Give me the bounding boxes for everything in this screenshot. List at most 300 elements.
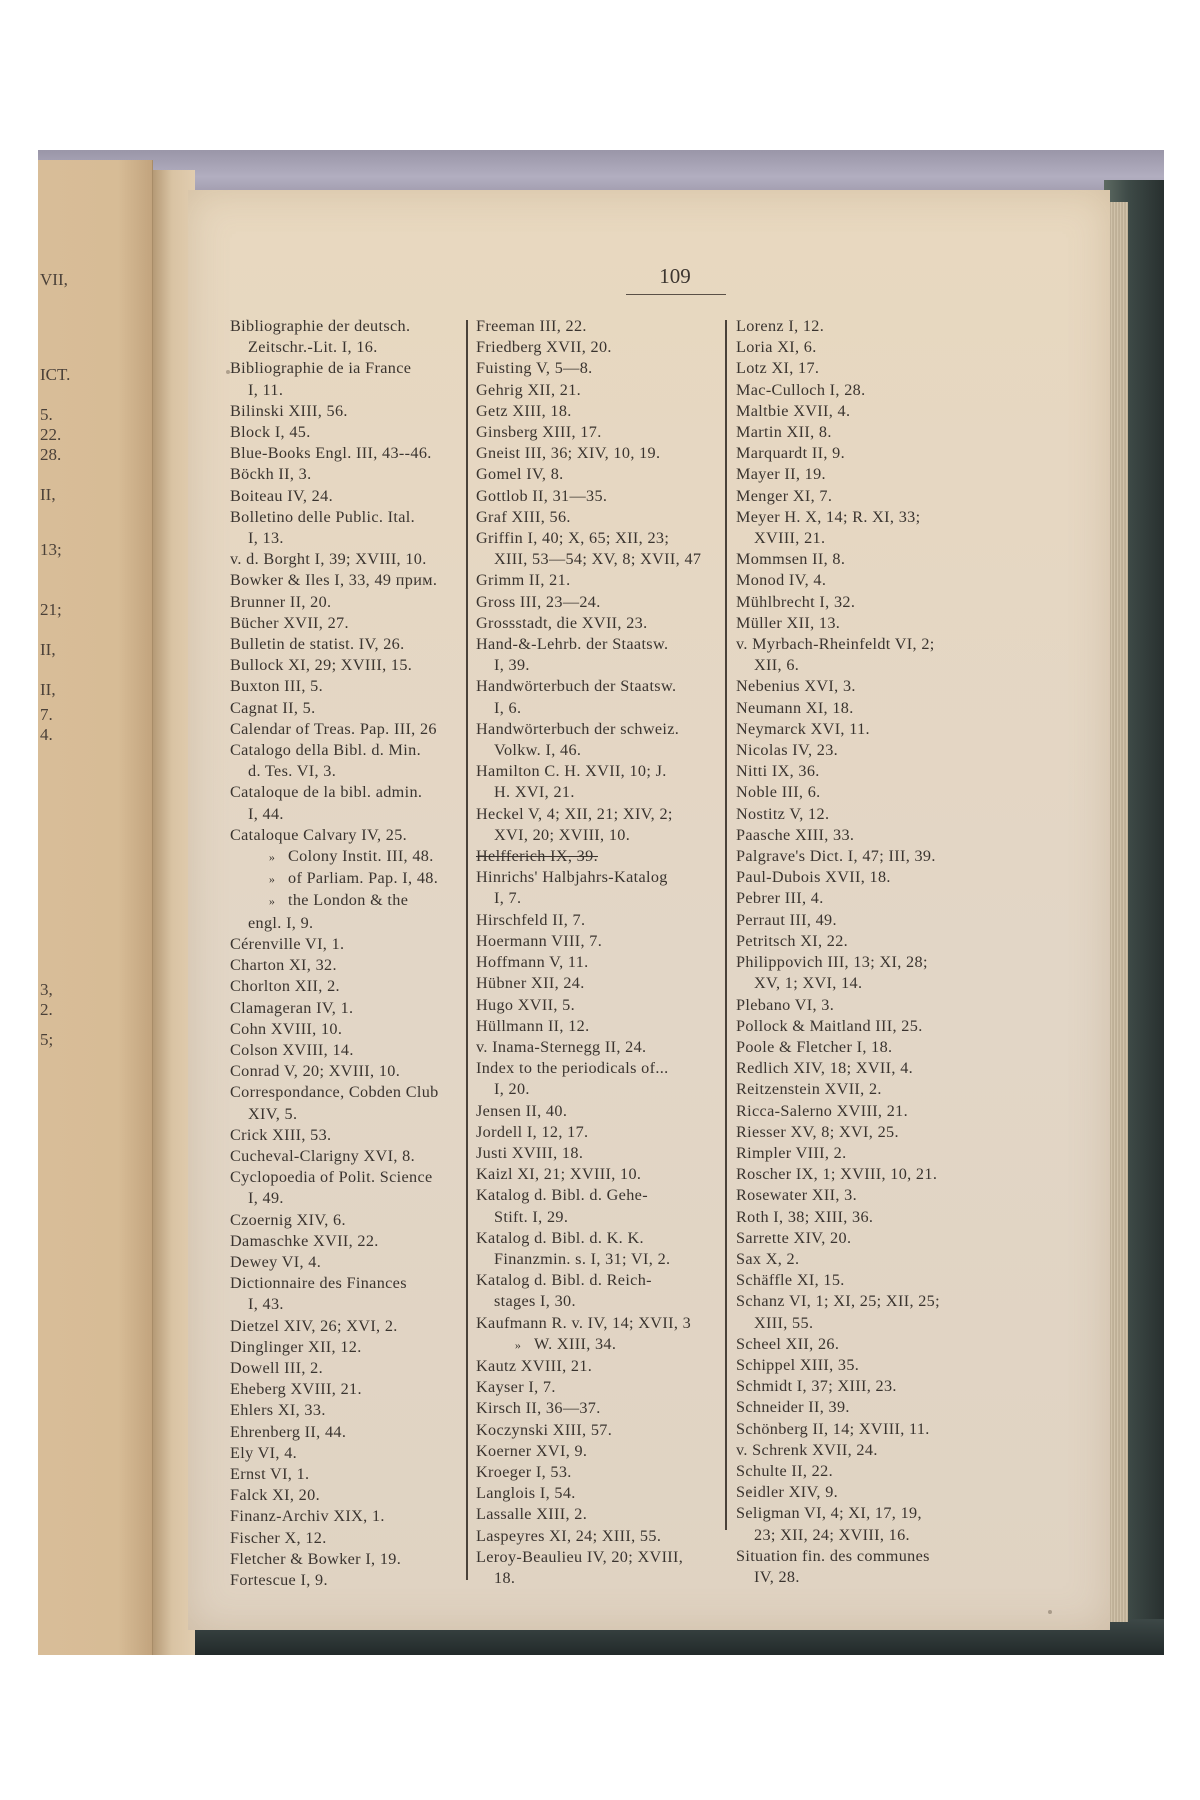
entry-heading: Kroeger I, 53. [476, 1462, 572, 1481]
entry-continuation: d. Tes. VI, 3. [248, 762, 337, 781]
index-entry [736, 676, 986, 697]
entry-heading: Hoermann VIII, 7. [476, 931, 603, 950]
index-column-3 [736, 316, 986, 1588]
entry-heading: Dewey VI, 4. [230, 1252, 322, 1271]
index-entry [230, 464, 456, 485]
column-divider [466, 320, 468, 1580]
index-entry [476, 422, 712, 443]
previous-page-text-fragment: II, [40, 485, 56, 504]
previous-page-text-fragment: II, [40, 680, 56, 699]
entry-heading: Koerner XVI, 9. [476, 1441, 588, 1460]
index-entry [476, 1462, 712, 1483]
entry-heading: v. Myrbach-Rheinfeldt VI, 2; [736, 635, 935, 654]
ditto-mark-icon: » [268, 894, 276, 909]
entry-heading: Marquardt II, 9. [736, 444, 845, 463]
index-entry [736, 1355, 986, 1376]
entry-heading: Hand-&-Lehrb. der Staatsw. [476, 635, 669, 654]
entry-heading: Perraut III, 49. [736, 910, 837, 929]
index-entry [230, 1273, 456, 1315]
index-entry [476, 1185, 712, 1227]
entry-heading: Fuisting V, 5—8. [476, 359, 593, 378]
index-entry [476, 1526, 712, 1547]
index-entry [736, 570, 986, 591]
entry-heading: Gomel IV, 8. [476, 465, 564, 484]
index-entry [476, 1270, 712, 1312]
entry-heading: Philippovich III, 13; XI, 28; [736, 953, 928, 972]
entry-heading: Cucheval-Clarigny XVI, 8. [230, 1146, 415, 1165]
entry-heading: Grossstadt, die XVII, 23. [476, 613, 648, 632]
entry-continuation: XVIII, 21. [754, 529, 826, 548]
entry-continuation: H. XVI, 21. [494, 783, 575, 802]
entry-heading: Czoernig XIV, 6. [230, 1210, 346, 1229]
entry-heading: Fortescue I, 9. [230, 1570, 328, 1589]
entry-heading: Correspondance, Cobden Club [230, 1083, 439, 1102]
index-entry [736, 1037, 986, 1058]
index-entry [736, 825, 986, 846]
index-entry [476, 1016, 712, 1037]
entry-heading: Bibliographie de ia France [230, 359, 412, 378]
entry-continuation: Stift. I, 29. [494, 1207, 569, 1226]
entry-heading: Kayser I, 7. [476, 1378, 556, 1397]
entry-heading: Riesser XV, 8; XVI, 25. [736, 1122, 899, 1141]
entry-continuation: I, 43. [248, 1295, 284, 1314]
entry-heading: Paul-Dubois XVII, 18. [736, 868, 891, 887]
entry-heading: Katalog d. Bibl. d. K. K. [476, 1228, 644, 1247]
entry-continuation: engl. I, 9. [248, 913, 314, 932]
index-entry [736, 592, 986, 613]
index-entry [230, 1125, 456, 1146]
entry-heading: Lotz XI, 17. [736, 359, 820, 378]
index-entry [476, 719, 712, 761]
entry-heading: Katalog d. Bibl. d. Reich- [476, 1271, 652, 1290]
entry-heading: Cérenville VI, 1. [230, 934, 345, 953]
entry-heading: Ehlers XI, 33. [230, 1401, 326, 1420]
index-entry [476, 761, 712, 803]
index-entry [736, 464, 986, 485]
index-entry [476, 931, 712, 952]
index-entry [230, 1570, 456, 1591]
entry-heading: Kaizl XI, 21; XVIII, 10. [476, 1165, 642, 1184]
index-entry [230, 998, 456, 1019]
index-entry [736, 1376, 986, 1397]
entry-heading: Seligman VI, 4; XI, 17, 19, [736, 1504, 922, 1523]
entry-heading: Kaufmann R. v. IV, 14; XVII, 3 [476, 1313, 692, 1332]
entry-heading: Dictionnaire des Finances [230, 1274, 407, 1293]
index-entry [230, 740, 456, 782]
index-entry [736, 401, 986, 422]
entry-heading: Hirschfeld II, 7. [476, 910, 586, 929]
entry-heading: Bulletin de statist. IV, 26. [230, 635, 405, 654]
page-number-rule [626, 294, 726, 295]
index-entry [736, 698, 986, 719]
entry-heading: Monod IV, 4. [736, 571, 827, 590]
index-entry [736, 846, 986, 867]
entry-heading: Calendar of Treas. Pap. III, 26 [230, 719, 437, 738]
entry-heading: Falck XI, 20. [230, 1486, 320, 1505]
entry-heading: Ginsberg XIII, 17. [476, 423, 602, 442]
index-entry [230, 719, 456, 740]
entry-heading: Grimm II, 21. [476, 571, 571, 590]
entry-continuation: I, 49. [248, 1189, 284, 1208]
entry-heading: Freeman III, 22. [476, 317, 587, 335]
entry-continuation: XV, 1; XVI, 14. [754, 974, 863, 993]
entry-heading: the London & the [288, 891, 409, 910]
index-entry [736, 634, 986, 676]
entry-heading: Index to the periodicals of... [476, 1059, 669, 1078]
index-entry [476, 910, 712, 931]
entry-continuation: Volkw. I, 46. [494, 741, 582, 760]
entry-heading: Hinrichs' Halbjahrs-Katalog [476, 868, 668, 887]
entry-heading: Martin XII, 8. [736, 423, 832, 442]
index-entry [736, 761, 986, 782]
index-entry [736, 888, 986, 909]
entry-heading: Pebrer III, 4. [736, 889, 824, 908]
entry-heading: Graf XIII, 56. [476, 507, 571, 526]
entry-heading: Situation fin. des communes [736, 1546, 930, 1565]
entry-heading: Nitti IX, 36. [736, 762, 820, 781]
entry-heading: Eheberg XVIII, 21. [230, 1380, 362, 1399]
previous-page-text-fragment: VII, [40, 270, 68, 289]
entry-heading: Langlois I, 54. [476, 1484, 576, 1503]
entry-heading: Neymarck XVI, 11. [736, 719, 870, 738]
index-entry [230, 1231, 456, 1252]
entry-heading: Mayer II, 19. [736, 465, 826, 484]
index-entry [230, 549, 456, 570]
entry-heading: Lorenz I, 12. [736, 317, 825, 335]
entry-heading: Scheel XII, 26. [736, 1334, 840, 1353]
index-entry [736, 1461, 986, 1482]
entry-heading: Schmidt I, 37; XIII, 23. [736, 1377, 897, 1396]
previous-page-text-fragment: 5. [40, 405, 53, 424]
entry-continuation: I, 6. [494, 698, 522, 717]
entry-heading: Finanz-Archiv XIX, 1. [230, 1507, 385, 1526]
entry-heading: v. Inama-Sternegg II, 24. [476, 1037, 647, 1056]
entry-heading: Seidler XIV, 9. [736, 1483, 839, 1502]
index-entry [476, 1101, 712, 1122]
entry-heading: Bücher XVII, 27. [230, 613, 349, 632]
entry-continuation: XIII, 53—54; XV, 8; XVII, 47 [494, 550, 702, 569]
entry-heading: v. Schrenk XVII, 24. [736, 1440, 878, 1459]
entry-heading: Handwörterbuch der schweiz. [476, 719, 680, 738]
entry-heading: Koczynski XIII, 57. [476, 1420, 613, 1439]
index-entry [230, 1082, 456, 1124]
index-entry [476, 613, 712, 634]
entry-heading: Palgrave's Dict. I, 47; III, 39. [736, 847, 936, 866]
entry-heading: Justi XVIII, 18. [476, 1143, 584, 1162]
entry-continuation: XIII, 55. [754, 1313, 814, 1332]
entry-continuation: XII, 6. [754, 656, 800, 675]
entry-heading: Müller XII, 13. [736, 613, 841, 632]
index-entry [230, 655, 456, 676]
entry-heading: Hamilton C. H. XVII, 10; J. [476, 762, 667, 781]
index-entry [476, 1122, 712, 1143]
entry-heading: Pollock & Maitland III, 25. [736, 1016, 923, 1035]
entry-heading: Friedberg XVII, 20. [476, 338, 612, 357]
entry-heading: Hugo XVII, 5. [476, 995, 575, 1014]
entry-continuation: 18. [494, 1568, 516, 1587]
entry-heading: Mac-Culloch I, 28. [736, 380, 866, 399]
entry-heading: Brunner II, 20. [230, 592, 332, 611]
entry-continuation: I, 13. [248, 529, 284, 548]
index-entry [230, 1400, 456, 1421]
previous-page-text-fragment: 5; [40, 1030, 54, 1049]
index-entry [230, 676, 456, 697]
index-entry [736, 1440, 986, 1461]
index-entry [476, 1420, 712, 1441]
entry-heading: Menger XI, 7. [736, 486, 833, 505]
ditto-mark-icon: » [514, 1337, 522, 1352]
entry-heading: Noble III, 6. [736, 783, 821, 802]
entry-heading: Griffin I, 40; X, 65; XII, 23; [476, 529, 670, 548]
index-page [188, 190, 1110, 1630]
index-entry [476, 443, 712, 464]
entry-heading: Damaschke XVII, 22. [230, 1231, 379, 1250]
index-entry [736, 719, 986, 740]
entry-heading: Maltbie XVII, 4. [736, 401, 851, 420]
index-entry [230, 316, 456, 358]
index-entry [476, 1228, 712, 1270]
entry-heading: Mühlbrecht I, 32. [736, 592, 856, 611]
entry-heading: Leroy-Beaulieu IV, 20; XVIII, [476, 1547, 684, 1566]
index-entry [736, 1016, 986, 1037]
index-entry [736, 1143, 986, 1164]
entry-heading: Gross III, 23—24. [476, 592, 601, 611]
index-entry [736, 910, 986, 931]
index-entry [230, 1528, 456, 1549]
previous-page-text-fragment: 3, [40, 980, 53, 999]
index-entry [230, 613, 456, 634]
entry-heading: Jensen II, 40. [476, 1101, 568, 1120]
index-entry [736, 613, 986, 634]
entry-heading: Schippel XIII, 35. [736, 1355, 860, 1374]
page-stack-edge [1110, 202, 1128, 1622]
entry-heading: Hüllmann II, 12. [476, 1016, 590, 1035]
entry-heading: Heckel V, 4; XII, 21; XIV, 2; [476, 804, 673, 823]
index-entry [736, 316, 986, 337]
index-entry [736, 507, 986, 549]
entry-heading: Gneist III, 36; XIV, 10, 19. [476, 444, 661, 463]
index-entry [476, 337, 712, 358]
index-entry [230, 401, 456, 422]
entry-heading: Colony Instit. III, 48. [288, 847, 434, 866]
index-entry [736, 1207, 986, 1228]
index-entry [230, 592, 456, 613]
entry-heading: Fischer X, 12. [230, 1528, 327, 1547]
entry-heading: Böckh II, 3. [230, 465, 312, 484]
index-column-1 [230, 316, 456, 1591]
index-entry [476, 973, 712, 994]
index-entry [476, 634, 712, 676]
entry-heading: Schulte II, 22. [736, 1461, 833, 1480]
entry-heading: Cagnat II, 5. [230, 698, 316, 717]
entry-heading: Roscher IX, 1; XVIII, 10, 21. [736, 1165, 938, 1184]
previous-page-text-fragment: ICT. [40, 365, 71, 384]
entry-heading: Fletcher & Bowker I, 19. [230, 1549, 402, 1568]
index-entry [476, 570, 712, 591]
index-entry [736, 422, 986, 443]
index-entry [230, 1167, 456, 1209]
entry-continuation: IV, 28. [754, 1567, 800, 1586]
entry-heading: Bowker & Iles I, 33, 49 прим. [230, 571, 438, 590]
index-entry [736, 1419, 986, 1440]
index-entry [736, 1291, 986, 1333]
index-entry [230, 1485, 456, 1506]
index-entry [230, 486, 456, 507]
index-entry [230, 422, 456, 443]
index-entry [476, 676, 712, 718]
ditto-mark-icon: » [268, 872, 276, 887]
index-entry [736, 1249, 986, 1270]
entry-heading: Ernst VI, 1. [230, 1464, 310, 1483]
ditto-mark-icon: » [268, 850, 276, 865]
entry-heading: Cataloque Calvary IV, 25. [230, 825, 408, 844]
index-entry [736, 1185, 986, 1206]
entry-heading: Handwörterbuch der Staatsw. [476, 677, 677, 696]
index-entry [230, 955, 456, 976]
entry-heading: Roth I, 38; XIII, 36. [736, 1207, 874, 1226]
index-entry [736, 952, 986, 994]
paper-speck [226, 370, 230, 374]
entry-heading: Bilinski XIII, 56. [230, 401, 348, 420]
index-entry [736, 1270, 986, 1291]
entry-continuation: I, 20. [494, 1080, 530, 1099]
index-entry [476, 1356, 712, 1377]
entry-heading: Bullock XI, 29; XVIII, 15. [230, 656, 413, 675]
index-entry [230, 1464, 456, 1485]
index-entry [476, 1334, 712, 1356]
index-entry [230, 890, 456, 933]
index-entry [476, 592, 712, 613]
index-entry [230, 1422, 456, 1443]
entry-heading: Neumann XI, 18. [736, 698, 854, 717]
index-entry [736, 1503, 986, 1545]
entry-continuation: Zeitschr.-Lit. I, 16. [248, 338, 378, 357]
index-entry [476, 1483, 712, 1504]
entry-heading: Gehrig XII, 21. [476, 380, 582, 399]
index-entry [476, 1037, 712, 1058]
entry-heading: Katalog d. Bibl. d. Gehe- [476, 1186, 648, 1205]
index-entry [476, 867, 712, 909]
index-entry [736, 486, 986, 507]
entry-heading: Paasche XIII, 33. [736, 825, 855, 844]
index-entry [230, 1210, 456, 1231]
entry-heading: Cataloque de la bibl. admin. [230, 783, 423, 802]
index-entry [230, 1379, 456, 1400]
index-column-2 [476, 316, 712, 1589]
index-entry [476, 486, 712, 507]
entry-heading: Buxton III, 5. [230, 677, 324, 696]
index-entry [736, 337, 986, 358]
entry-heading: Redlich XIV, 18; XVII, 4. [736, 1059, 914, 1078]
previous-page-sliver [38, 160, 153, 1655]
index-entry [230, 1358, 456, 1379]
index-entry [476, 507, 712, 528]
index-entry [476, 804, 712, 846]
index-entry [736, 1228, 986, 1249]
index-entry [736, 380, 986, 401]
index-entry [230, 1019, 456, 1040]
entry-heading: Schneider II, 39. [736, 1398, 850, 1417]
index-entry [476, 1377, 712, 1398]
page-number: 109 [659, 264, 691, 288]
entry-continuation: XIV, 5. [248, 1104, 298, 1123]
entry-heading: Cohn XVIII, 10. [230, 1019, 343, 1038]
entry-continuation: I, 44. [248, 804, 284, 823]
index-entry [230, 976, 456, 997]
index-entry [736, 1122, 986, 1143]
index-entry [230, 570, 456, 591]
index-entry [736, 1101, 986, 1122]
column-divider [725, 320, 727, 1530]
entry-heading: Dinglinger XII, 12. [230, 1337, 362, 1356]
entry-heading: Blue-Books Engl. III, 43--46. [230, 444, 432, 463]
book-photo [38, 150, 1164, 1655]
entry-heading: Reitzenstein XVII, 2. [736, 1080, 882, 1099]
entry-continuation: 23; XII, 24; XVIII, 16. [754, 1525, 910, 1544]
entry-heading: Poole & Fletcher I, 18. [736, 1037, 893, 1056]
index-entry [736, 995, 986, 1016]
entry-continuation: I, 7. [494, 889, 522, 908]
entry-heading: Petritsch XI, 22. [736, 931, 849, 950]
previous-page-text-fragment: II, [40, 640, 56, 659]
index-entry [230, 1146, 456, 1167]
index-entry [476, 358, 712, 379]
index-entry [230, 1252, 456, 1273]
entry-heading: Jordell I, 12, 17. [476, 1122, 589, 1141]
index-entry [476, 1504, 712, 1525]
index-entry [736, 549, 986, 570]
previous-page-text-fragment: 4. [40, 725, 53, 744]
entry-heading: Loria XI, 6. [736, 338, 817, 357]
index-entry [476, 995, 712, 1016]
entry-heading: Colson XVIII, 14. [230, 1040, 354, 1059]
index-entry [476, 464, 712, 485]
index-entry [230, 782, 456, 824]
paper-speck [1048, 1610, 1052, 1614]
index-entry [736, 1058, 986, 1079]
index-entry [230, 507, 456, 549]
index-entry [476, 401, 712, 422]
entry-heading: Boiteau IV, 24. [230, 486, 333, 505]
index-entry [230, 634, 456, 655]
index-entry [230, 698, 456, 719]
entry-heading: Charton XI, 32. [230, 956, 337, 975]
entry-heading: Getz XIII, 18. [476, 401, 572, 420]
index-entry [476, 1164, 712, 1185]
entry-heading: Nostitz V, 12. [736, 804, 830, 823]
index-entry [230, 934, 456, 955]
index-entry [736, 931, 986, 952]
index-entry [476, 1547, 712, 1589]
entry-heading: Gottlob II, 31—35. [476, 486, 608, 505]
index-entry [736, 443, 986, 464]
entry-heading: Helfferich IX, 39. [476, 847, 598, 866]
entry-heading: Conrad V, 20; XVIII, 10. [230, 1062, 401, 1081]
index-entry [736, 740, 986, 761]
entry-heading: Ely VI, 4. [230, 1443, 298, 1462]
entry-heading: Ricca-Salerno XVIII, 21. [736, 1101, 909, 1120]
index-entry [230, 1040, 456, 1061]
entry-continuation: XVI, 20; XVIII, 10. [494, 825, 631, 844]
previous-page-text-fragment: 13; [40, 540, 62, 559]
index-entry [476, 846, 712, 867]
index-entry [476, 316, 712, 337]
index-entry [476, 528, 712, 570]
index-entry [230, 1443, 456, 1464]
entry-heading: Clamageran IV, 1. [230, 998, 354, 1017]
entry-heading: Schönberg II, 14; XVIII, 11. [736, 1419, 930, 1438]
index-entry [736, 1334, 986, 1355]
